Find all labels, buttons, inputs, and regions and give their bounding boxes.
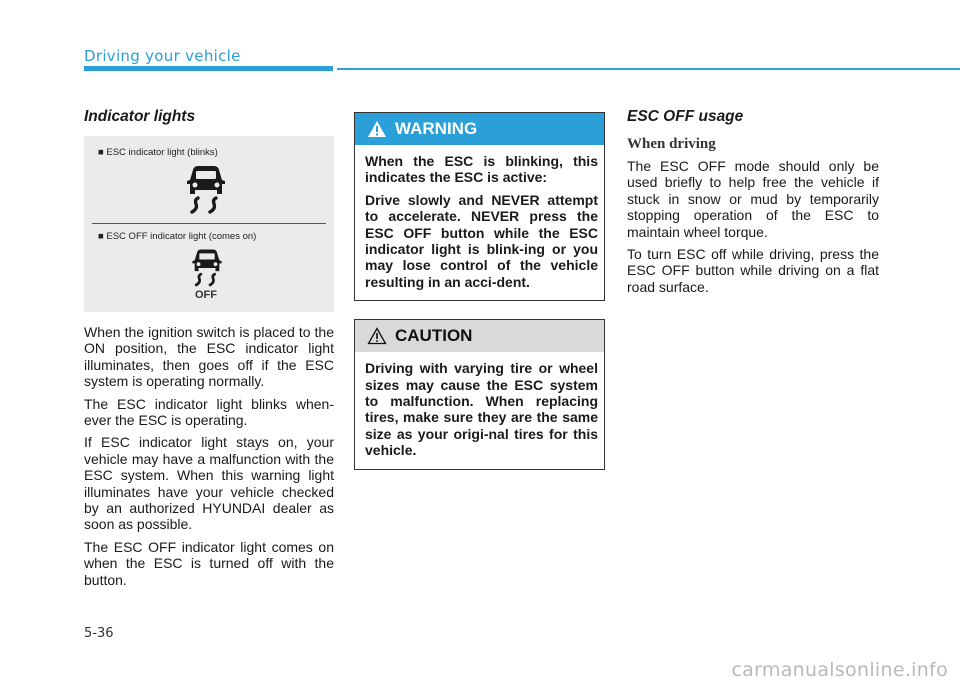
left-column <box>84 108 334 594</box>
warning-paragraph-2: Drive slowly and NEVER attempt to accelerate. NEVER press the ESC OFF button while the ESC indicator light is blink-ing or you may lose control of the vehicle resulting in an acci-dent. <box>365 191 598 290</box>
warning-header <box>355 113 604 145</box>
caution-paragraph-1: Driving with varying tire or wheel sizes may cause the ESC system to malfunction. When replacing tires, make sure they are the same size as your origi-nal tires for this vehicle. <box>365 360 598 459</box>
left-paragraph-4: The ESC OFF indicator light comes on when the ESC is turned off with the button. <box>84 538 334 588</box>
middle-column <box>354 112 605 488</box>
warning-box <box>354 112 605 301</box>
figure-label-esc-off: ■ ESC OFF indicator light (comes on) <box>98 231 257 242</box>
left-paragraph-2: The ESC indicator light blinks when-ever the ESC is operating. <box>84 395 334 429</box>
caution-triangle-icon <box>367 327 387 345</box>
caution-title: CAUTION <box>395 326 473 346</box>
figure-divider <box>92 223 326 224</box>
left-paragraph-3: If ESC indicator light stays on, your vehicle may have a malfunction with the ESC system. When this warning light illuminates have your vehicle checked by an authorized HYUNDAI dealer as soon as possible. <box>84 434 334 533</box>
warning-title: WARNING <box>395 119 478 138</box>
header-rule-thin <box>337 68 960 70</box>
warning-paragraph-1: When the ESC is blinking, this indicates the ESC is active: <box>365 153 598 186</box>
right-paragraph-1: The ESC OFF mode should only be used briefly to help free the vehicle if stuck in snow or mud by temporarily stopping operation of the ESC to maintain wheel torque. <box>627 158 879 240</box>
warning-body <box>355 145 604 300</box>
esc-off-label: OFF <box>195 289 217 301</box>
figure-label-esc: ■ ESC indicator light (blinks) <box>98 147 218 158</box>
esc-off-car-icon <box>190 248 224 288</box>
indicator-figure <box>84 136 334 312</box>
caution-header <box>355 320 604 352</box>
header-rule-thick <box>84 66 333 71</box>
right-paragraph-2: To turn ESC off while driving, press the ESC OFF button while driving on a flat road surface. <box>627 246 879 295</box>
section-title: Driving your vehicle <box>84 47 241 65</box>
right-column <box>627 108 879 301</box>
when-driving-subheading: When driving <box>627 136 716 152</box>
indicator-lights-heading: Indicator lights <box>84 108 196 125</box>
left-paragraph-1: When the ignition switch is placed to the ON position, the ESC indicator light illuminates, then goes off if the ESC system is operating normally. <box>84 324 334 390</box>
caution-box <box>354 319 605 469</box>
watermark: carmanualsonline.info <box>731 659 948 681</box>
page-number: 5-36 <box>84 626 114 641</box>
esc-off-usage-heading: ESC OFF usage <box>627 108 744 125</box>
caution-body <box>355 352 604 468</box>
warning-triangle-icon <box>367 120 387 138</box>
esc-skid-car-icon <box>184 164 228 216</box>
